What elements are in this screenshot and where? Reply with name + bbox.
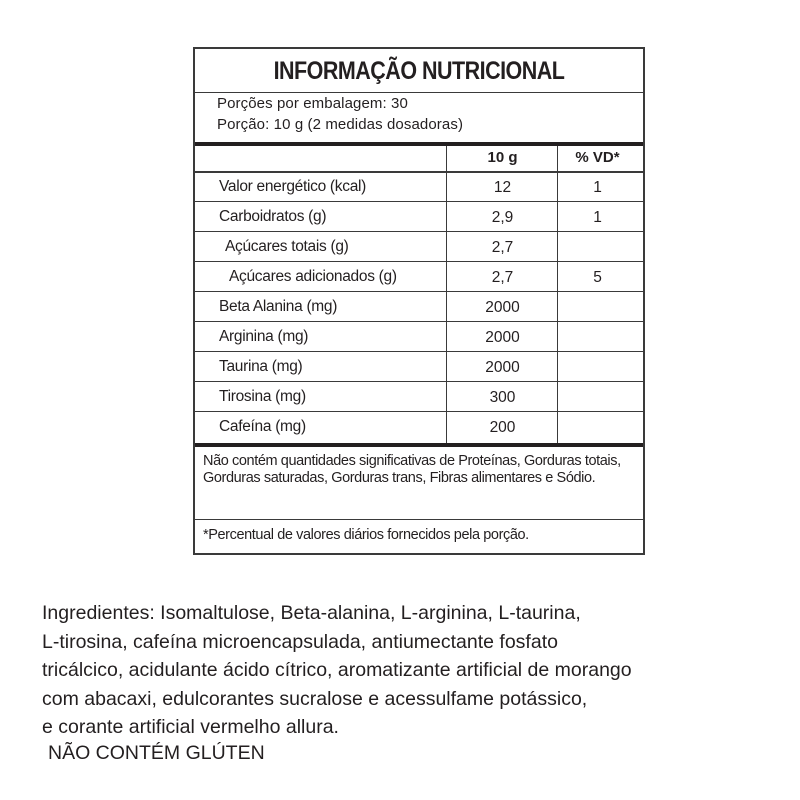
nutrient-amount: 2,9 — [491, 209, 514, 226]
nutrient-row-beta-alanine — [195, 293, 643, 322]
nutrient-amount: 2,7 — [491, 239, 514, 256]
nutrient-row-energy — [195, 173, 643, 202]
nutrient-name: Arginina (mg) — [219, 328, 309, 345]
ingredients-line: Ingredientes: Isomaltulose, Beta-alanina, L-arginina, L-taurina, — [42, 602, 581, 624]
nutrient-daily-value: 1 — [593, 209, 602, 226]
nutrient-name: Tirosina (mg) — [219, 388, 306, 405]
ingredients-line: com abacaxi, edulcorantes sucralose e acessulfame potássico, — [42, 687, 588, 710]
title-divider — [195, 92, 643, 93]
label-title: INFORMAÇÃO NUTRICIONAL — [273, 57, 565, 85]
daily-value-footnote: *Percentual de valores diários fornecidos pela porção. — [203, 527, 529, 543]
nutrient-row-arginine — [195, 323, 643, 352]
nutrient-name: Carboidratos (g) — [219, 208, 327, 225]
nutrient-row-taurine — [195, 353, 643, 382]
nutrient-daily-value: 1 — [593, 179, 602, 196]
nutrient-amount: 12 — [493, 179, 512, 196]
servings-per-package: Porções por embalagem: 30 — [217, 95, 408, 112]
nutrient-row-total-sugars — [195, 233, 643, 262]
nutrient-row-caffeine — [195, 413, 643, 442]
serving-size: Porção: 10 g (2 medidas dosadoras) — [217, 116, 464, 133]
ingredients-list — [42, 599, 782, 742]
footnote-divider — [195, 519, 643, 520]
nutrient-amount: 200 — [489, 419, 516, 436]
nutrient-row-tyrosine — [195, 383, 643, 412]
nutrient-name: Valor energético (kcal) — [219, 178, 367, 195]
nutrient-row-carbohydrates — [195, 203, 643, 232]
ingredients-line: tricálcico, acidulante ácido cítrico, aromatizante artificial de morango — [42, 659, 632, 681]
nutrient-amount: 2000 — [485, 359, 520, 376]
nutrient-row-added-sugars — [195, 263, 643, 292]
nutrient-amount: 2,7 — [491, 269, 514, 286]
nutrient-name: Açúcares totais (g) — [225, 238, 349, 255]
not-significant-note: Não contém quantidades significativas de Proteínas, Gorduras totais, Gorduras saturadas, Gorduras trans, Fibras alimentares e Sódio. — [203, 453, 621, 486]
column-header-amount: 10 g — [487, 149, 518, 166]
gluten-notice: NÃO CONTÉM GLÚTEN — [48, 742, 265, 764]
nutrient-amount: 300 — [489, 389, 516, 406]
nutrient-amount: 2000 — [485, 329, 520, 346]
column-header-daily-value: % VD* — [575, 149, 620, 166]
table-bottom-divider-thick — [195, 443, 643, 447]
ingredients-line: e corante artificial vermelho allura. — [42, 716, 339, 738]
nutrient-name: Açúcares adicionados (g) — [229, 268, 397, 285]
nutrient-daily-value: 5 — [593, 269, 602, 286]
nutrition-facts-label — [193, 47, 645, 555]
nutrient-amount: 2000 — [485, 299, 520, 316]
nutrient-name: Taurina (mg) — [219, 358, 303, 375]
ingredients-line: L-tirosina, cafeína microencapsulada, antiumectante fosfato — [42, 630, 558, 653]
header-divider-thick — [195, 142, 643, 146]
nutrient-name: Cafeína (mg) — [219, 418, 306, 435]
nutrient-name: Beta Alanina (mg) — [219, 298, 338, 315]
